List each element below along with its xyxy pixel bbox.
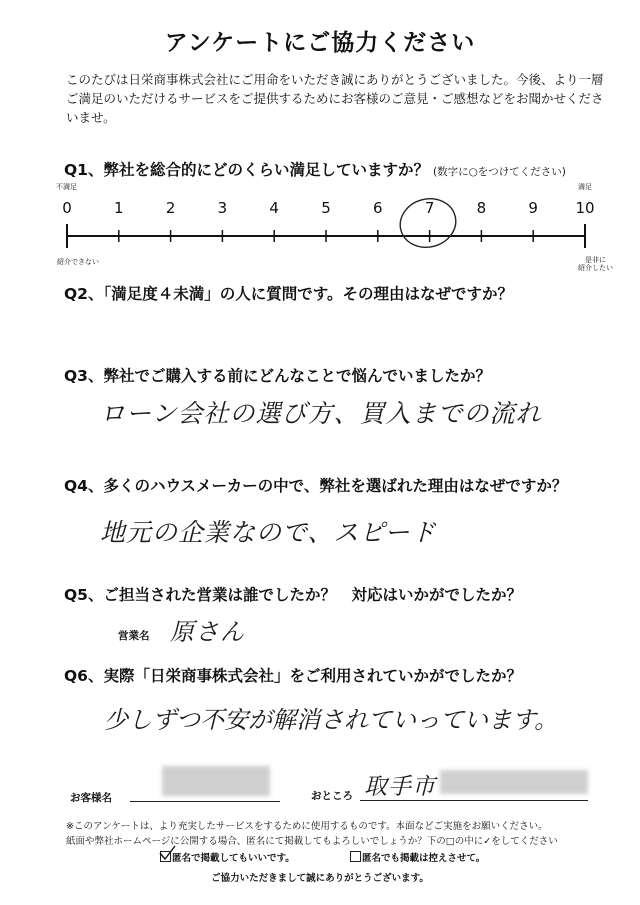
- checkmark-icon: [157, 844, 177, 862]
- scale-right-bottom: 是非に 紹介したい: [578, 256, 613, 272]
- q6-label: Q6、実際「日栄商事株式会社」をご利用されていかがでしたか？: [64, 667, 522, 685]
- page-title: アンケートにご協力ください: [164, 30, 476, 56]
- q3-label: Q3、弊社でご購入する前にどんなことで悩んでいましたか？: [64, 367, 491, 385]
- scale-number-3[interactable]: 3: [217, 199, 228, 217]
- customer-name-line: [130, 801, 280, 802]
- scale-number-2[interactable]: 2: [165, 199, 176, 217]
- option-anonymous-no[interactable]: 匿名でも掲載は控えさせて。: [350, 850, 485, 864]
- scale-number-5[interactable]: 5: [321, 199, 331, 217]
- scale-number-6[interactable]: 6: [373, 199, 383, 217]
- scale-left-top: 不満足: [56, 183, 77, 191]
- selected-circle: [395, 193, 462, 254]
- scale-number-4[interactable]: 4: [269, 199, 279, 217]
- q1-label: Q1、弊社を総合的にどのくらい満足していますか？ (数字に○をつけてください): [64, 161, 566, 179]
- q1-note: (数字に○をつけてください): [432, 166, 566, 178]
- checkbox-empty-icon[interactable]: [350, 851, 361, 862]
- q4-answer[interactable]: 地元の企業なので、スピード: [100, 518, 437, 547]
- thanks-text: ご協力いただきまして誠にありがとうございます。: [211, 873, 429, 884]
- scale-number-0[interactable]: 0: [62, 199, 72, 217]
- footer-note-2: 紙面や弊社ホームページに公開する場合、匿名にて掲載してもよろしいでしょうか？下の□の中に✓をしてください: [66, 836, 558, 847]
- address-redacted: [440, 770, 588, 794]
- q6-answer[interactable]: 少しずつ不安が解消されていっています。: [104, 706, 559, 734]
- customer-name-redacted: [162, 766, 270, 796]
- address-label: おところ: [311, 790, 353, 802]
- q5-answer[interactable]: 原さん: [170, 618, 245, 646]
- scale-left-bottom: 紹介できない: [57, 258, 99, 266]
- q3-answer[interactable]: ローン会社の選び方、買入までの流れ: [100, 399, 542, 428]
- scale-number-9[interactable]: 9: [528, 199, 538, 217]
- q4-label: Q4、多くのハウスメーカーの中で、弊社を選ばれた理由はなぜですか？: [64, 477, 568, 495]
- scale-number-8[interactable]: 8: [476, 199, 487, 217]
- customer-name-label: お客様名: [70, 792, 112, 804]
- scale-right-top: 満足: [578, 183, 592, 191]
- address-value[interactable]: 取手市: [364, 774, 436, 800]
- satisfaction-scale[interactable]: [0, 190, 640, 260]
- intro-text: このたびは日栄商事株式会社にご用命をいただき誠にありがとうございました。今後、より一層ご満足のいただけるサービスをご提供するためにお客様のご意見・ご感想などをお聞かせくださいませ。: [66, 72, 604, 125]
- sales-name-label: 営業名: [118, 630, 150, 642]
- option-anonymous-ok[interactable]: 匿名で掲載してもいいです。: [160, 850, 295, 864]
- q5-label: Q5、ご担当された営業は誰でしたか？ 対応はいかがでしたか？: [64, 586, 522, 604]
- scale-number-1[interactable]: 1: [114, 199, 124, 217]
- footer-note-1: ※このアンケートは、より充実したサービスをするために使用するものです。本面などご実施をお願いください。: [66, 821, 548, 832]
- scale-number-7[interactable]: 7: [424, 199, 435, 217]
- q2-label: Q2、「満足度４未満」の人に質問です。その理由はなぜですか？: [64, 285, 513, 303]
- scale-number-10[interactable]: 10: [575, 199, 595, 217]
